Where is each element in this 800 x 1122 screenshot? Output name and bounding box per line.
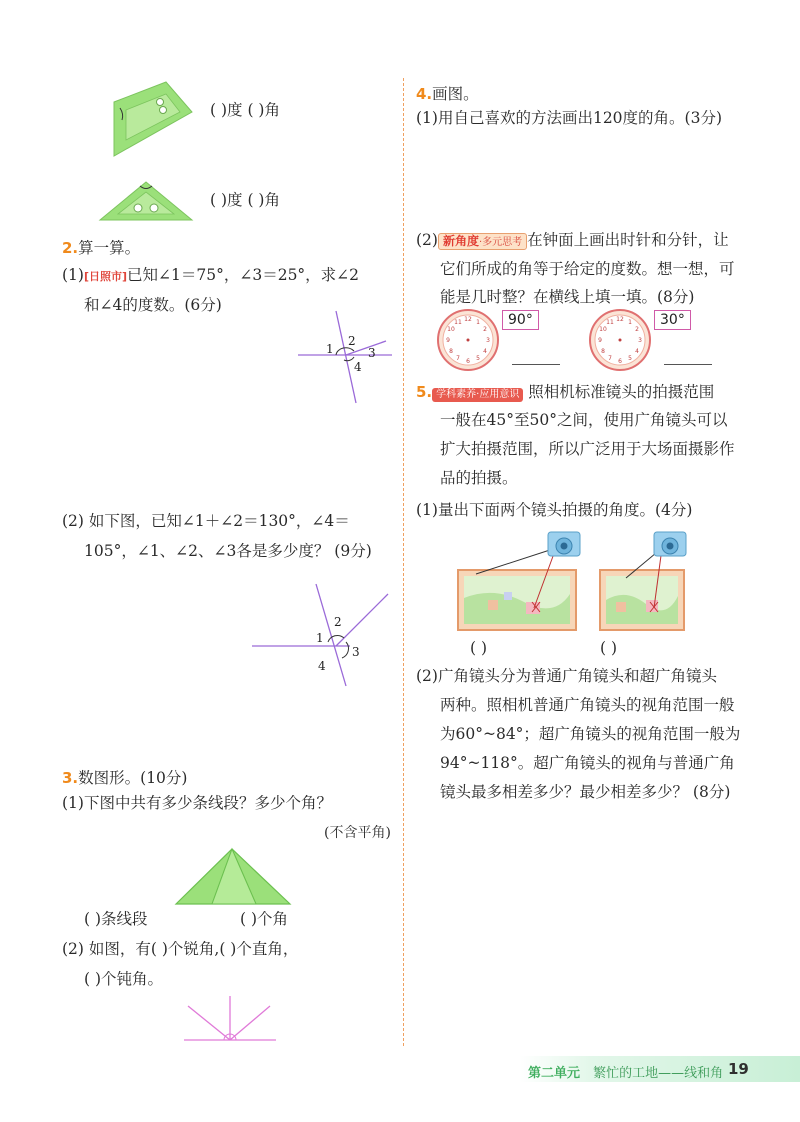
camera-1-answer[interactable]: ( ) [470, 639, 488, 657]
triangle-count-figure [174, 846, 294, 908]
svg-text:6: 6 [618, 358, 622, 365]
question-4-number: 4. [416, 85, 433, 103]
svg-text:11: 11 [454, 319, 462, 326]
svg-text:4: 4 [483, 348, 487, 355]
svg-text:2: 2 [635, 326, 639, 333]
q5-part2-text-d: 94°~118°。超广角镜头的视角与普通广角 [440, 754, 735, 772]
q4-part2-text-b: 它们所成的角等于给定的度数。想一想，可 [440, 260, 735, 278]
footer-unit: 第二单元 [528, 1066, 581, 1081]
svg-text:12: 12 [616, 316, 624, 323]
fig2-label-4: 4 [318, 659, 326, 673]
svg-text:10: 10 [447, 326, 455, 333]
q3-part1-note: (不含平角) [324, 825, 391, 841]
rays-figure [180, 994, 280, 1046]
literacy-badge: 学科素养·应用意识 [432, 388, 523, 402]
angle-figure-2 [250, 580, 390, 690]
clock-1-degree: 90° [502, 310, 539, 330]
question-2-heading [62, 236, 140, 258]
page-number: 19 [728, 1060, 749, 1078]
footer-label [528, 1062, 723, 1081]
fig1-label-1: 1 [326, 342, 334, 356]
svg-text:11: 11 [606, 319, 614, 326]
q3-part1-text: (1)下图中共有多少条线段？多少个角？ [62, 794, 332, 812]
camera-photo-figure-1 [454, 528, 584, 634]
q2-part2-text-a: (2) 如下图，已知∠1＋∠2＝130°，∠4＝ [62, 512, 350, 530]
svg-text:1: 1 [628, 319, 632, 326]
q4-part1-text: (1)用自己喜欢的方法画出120度的角。(3分) [416, 109, 722, 127]
q4-part2-text-a: 在钟面上画出时针和分针，让 [527, 231, 729, 249]
svg-text:12: 12 [464, 316, 472, 323]
clock-2-answer-line[interactable] [664, 364, 712, 365]
camera-photo-figure-2 [596, 528, 696, 634]
question-4-heading [416, 82, 479, 104]
q2-part2-text-b: 105°，∠1、∠2、∠3各是多少度？ (9分) [84, 542, 372, 560]
q5-part1-text: (1)量出下面两个镜头拍摄的角度。(4分) [416, 501, 693, 519]
new-angle-badge-title: 新角度 [442, 234, 479, 248]
q3-segment-answer[interactable]: ( )条线段 [84, 910, 148, 928]
footer-subtitle: 繁忙的工地——线和角 [593, 1066, 724, 1081]
set-square-figure-2 [98, 178, 194, 224]
q2-part1-text-a: 已知∠1＝75°，∠3＝25°，求∠2 [127, 266, 360, 284]
clock-1-answer-line[interactable] [512, 364, 560, 365]
q2-part1-line1 [62, 268, 359, 284]
svg-text:1: 1 [476, 319, 480, 326]
svg-text:10: 10 [599, 326, 607, 333]
q5-text-b: 一般在45°至50°之间，使用广角镜头可以 [440, 411, 728, 429]
question-5-heading [416, 385, 714, 402]
fig1-label-2: 2 [348, 334, 356, 348]
set-square-figure-1 [108, 80, 198, 160]
q5-part2-text-b: 两种。照相机普通广角镜头的视角范围一般 [440, 696, 735, 714]
city-tag: [日照市] [83, 270, 128, 283]
question-3-number: 3. [62, 769, 79, 787]
q3-angle-answer[interactable]: ( )个角 [240, 910, 289, 928]
question-4-title: 画图。 [432, 85, 479, 103]
column-divider [403, 78, 404, 1046]
fig1-label-3: 3 [368, 346, 376, 360]
q4-part2-text-c: 能是几时整？在横线上填一填。(8分) [440, 288, 695, 306]
clock-2-degree: 30° [654, 310, 691, 330]
clock-face-2[interactable] [588, 308, 652, 372]
svg-text:9: 9 [598, 337, 602, 344]
svg-text:7: 7 [456, 355, 460, 362]
question-3-title: 数图形。(10分) [78, 769, 188, 787]
triangle-1-answer[interactable]: ( )度 ( )角 [210, 101, 280, 119]
q5-text-c: 扩大拍摄范围，所以广泛用于大场面摄影作 [440, 440, 735, 458]
camera-2-answer[interactable]: ( ) [600, 639, 618, 657]
svg-text:9: 9 [446, 337, 450, 344]
q3-part2-text-b[interactable]: ( )个钝角。 [84, 970, 164, 988]
svg-text:2: 2 [483, 326, 487, 333]
q3-part2-text-a[interactable]: (2) 如图，有( )个锐角,( )个直角， [62, 940, 299, 958]
fig1-label-4: 4 [354, 360, 362, 374]
question-2-number: 2. [62, 239, 79, 257]
new-angle-badge-label: ·多元思考 [478, 237, 523, 248]
q5-part2-text-c: 为60°~84°；超广角镜头的视角范围一般为 [440, 725, 741, 743]
svg-text:8: 8 [449, 348, 453, 355]
fig2-label-3: 3 [352, 645, 360, 659]
svg-text:7: 7 [608, 355, 612, 362]
svg-text:3: 3 [638, 337, 642, 344]
new-angle-badge [438, 233, 527, 250]
q2-part1-text-b: 和∠4的度数。(6分) [84, 296, 222, 314]
angle-figure-1 [296, 305, 396, 405]
fig2-label-1: 1 [316, 631, 324, 645]
svg-text:5: 5 [628, 355, 632, 362]
q5-part2-text-a: (2)广角镜头分为普通广角镜头和超广角镜头 [416, 667, 717, 685]
q4-part2-line1 [416, 233, 729, 250]
fig2-label-2: 2 [334, 615, 342, 629]
q5-part2-text-e: 镜头最多相差多少？最少相差多少？ (8分) [440, 783, 731, 801]
q5-text-a: 照相机标准镜头的拍摄范围 [528, 383, 715, 401]
question-3-heading [62, 766, 187, 788]
svg-text:5: 5 [476, 355, 480, 362]
svg-text:4: 4 [635, 348, 639, 355]
q5-text-d: 品的拍摄。 [440, 469, 518, 487]
triangle-2-answer[interactable]: ( )度 ( )角 [210, 191, 280, 209]
question-5-number: 5. [416, 383, 433, 401]
q4-part2-prefix: (2) [416, 231, 438, 249]
clock-face-1[interactable] [436, 308, 500, 372]
svg-text:8: 8 [601, 348, 605, 355]
svg-text:3: 3 [486, 337, 490, 344]
question-2-title: 算一算。 [78, 239, 141, 257]
q2-part1-prefix: (1) [62, 266, 84, 284]
svg-text:6: 6 [466, 358, 470, 365]
